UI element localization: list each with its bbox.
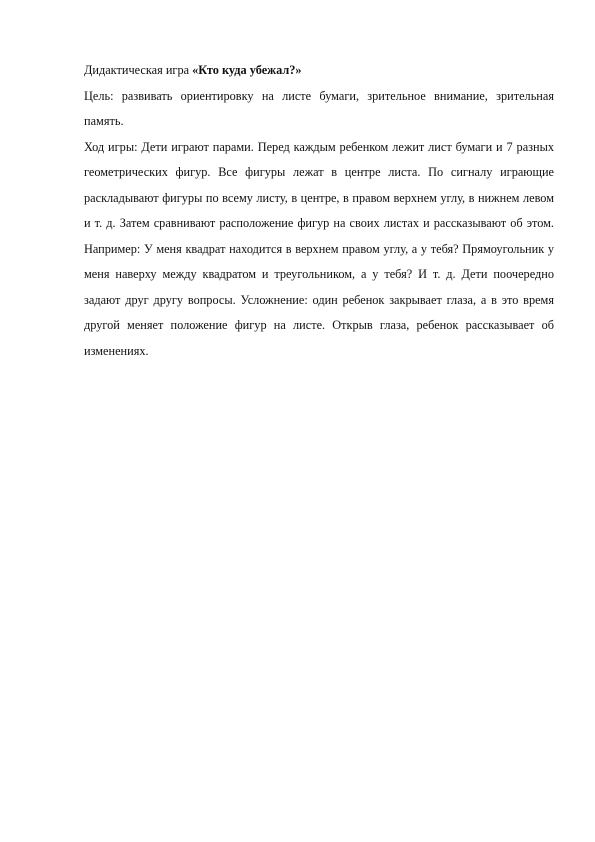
goal-paragraph: Цель: развивать ориентировку на листе бумаги, зрительное внимание, зрительная память. xyxy=(84,88,554,128)
document-title xyxy=(84,58,554,84)
document-body xyxy=(84,58,554,364)
game-name: «Кто куда убежал?» xyxy=(192,63,302,77)
title-prefix: Дидактическая игра xyxy=(84,63,193,77)
procedure-paragraph: Ход игры: Дети играют парами. Перед каждым ребенком лежит лист бумаги и 7 разных геометрических фигур. Все фигуры лежат в центре листа. По сигналу играющие раскладывают фигуры по всему листу, в центре, в правом верхнем углу, в нижнем левом и т. д. Затем сравнивают расположение фигур на своих листах и рассказывают об этом. Например: У меня квадрат находится в верхнем правом углу, а у тебя? Прямоугольник у меня наверху между квадратом и треугольником, а у тебя? И т. д. Дети поочередно задают друг другу вопросы. Усложнение: один ребенок закрывает глаза, а в это время другой меняет положение фигур на листе. Открыв глаза, ребенок рассказывает об изменениях. xyxy=(84,139,554,358)
